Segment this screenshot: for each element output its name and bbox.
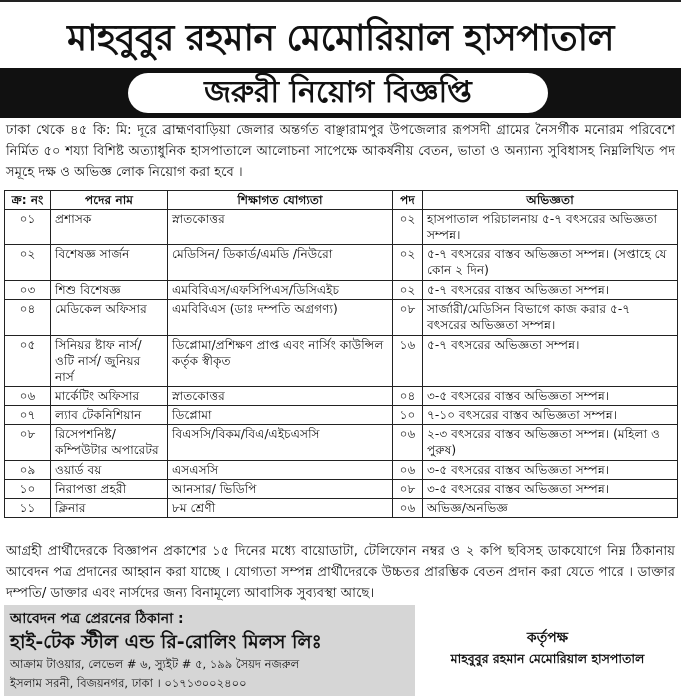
- cell-post: ল্যাব টেকনিশিয়ান: [51, 406, 168, 425]
- header-count: পদ: [393, 191, 423, 210]
- cell-count: ০২: [393, 281, 423, 300]
- cell-post: ক্লিনার: [51, 499, 168, 518]
- address-line-1: আক্রাম টাওয়ার, লেভেল # ৬, স্যুইট # ৫, ১৯৯ সৈয়দ নজরুল: [10, 657, 300, 671]
- cell-post: বিশেষজ্ঞ সার্জন: [51, 245, 168, 281]
- cell-experience: ৩-৫ বৎসরের বাস্তব অভিজ্ঞতা সম্পন্ন।: [423, 387, 678, 406]
- cell-count: ১৬: [393, 336, 423, 387]
- header-post: পদের নাম: [51, 191, 168, 210]
- cell-experience: ৩-৫ বৎসরের বাস্তব অভিজ্ঞতা সম্পন্ন।: [423, 461, 678, 480]
- cell-experience: ৫-৭ বৎসরের বাস্তব অভিজ্ঞতা সম্পন্ন। (সপ্তাহে যে কোন ২ দিন): [423, 245, 678, 281]
- intro-paragraph: ঢাকা থেকে ৪৫ কি: মি: দূরে ব্রাহ্মণবাড়িয়া জেলার অন্তর্গত বাঞ্ছারামপুর উপজেলার রূপসদী গ্রামের নৈসর্গীক মনোরম পরিবেশে নির্মিত ৫০ শয্যা বিশিষ্ট অত্যাধুনিক হাসপাতালে আলোচনা সাপেক্ষে আকর্ষনীয় বেতন, ভাতা ও অন্যান্য সুবিধাসহ নিম্নলিখিত পদ সমূহে দক্ষ ও অভিজ্ঞ লোক নিয়োগ করা হবে ।: [6, 123, 675, 180]
- cell-serial: ০৬: [5, 387, 51, 406]
- title-banner: [0, 68, 681, 118]
- cell-post: ওয়ার্ড বয়: [51, 461, 168, 480]
- cell-serial: ০৫: [5, 336, 51, 387]
- authority-label: কর্তৃপক্ষ: [526, 630, 569, 646]
- cell-qualification: এমবিবিএস (ডাঃ দম্পতি অগ্রগণ্য): [168, 300, 393, 336]
- cell-qualification: এমবিবিএস/এফসিপিএস/ডিসিএইচ: [168, 281, 393, 300]
- cell-post: মেডিকেল অফিসার: [51, 300, 168, 336]
- table-row: [5, 499, 678, 518]
- cell-serial: ০৭: [5, 406, 51, 425]
- top-rule: [0, 0, 681, 2]
- company-name: হাই-টেক স্টীল এন্ড রি-রোলিং মিলস লিঃ: [10, 631, 322, 653]
- cell-qualification: স্নাতকোত্তর: [168, 387, 393, 406]
- cell-serial: ০২: [5, 245, 51, 281]
- banner-title: জরুরী নিয়োগ বিজ্ঞপ্তি: [128, 73, 548, 113]
- closing-paragraph: আগ্রহী প্রার্থীদেরকে বিজ্ঞাপন প্রকাশের ১৫ দিনের মধ্যে বায়োডাটা, টেলিফোন নম্বর ও ২ কপি ছবিসহ ডাকযোগে নিম্ন ঠিকানায় আবেদন পত্র প্রদানের আহ্বান করা যাচ্ছে । যোগ্যতা সম্পন্ন প্রার্থীদেরকে উচ্চতর প্রারম্ভিক বেতন প্রদান করা যেতে পারে । ডাক্তার দম্পতি/ ডাক্তার এবং নার্সদের জন্য বিনামূল্যে আবাসিক সুব্যবস্থা আছে।: [6, 544, 675, 601]
- cell-serial: ০৮: [5, 425, 51, 461]
- cell-post: রিসেপশনিষ্ট/ কম্পিউটার অপারেটর: [51, 425, 168, 461]
- cell-post: মার্কেটিং অফিসার: [51, 387, 168, 406]
- hospital-name: মাহবুবুর রহমান মেমোরিয়াল হাসপাতাল: [67, 18, 614, 59]
- cell-serial: ১০: [5, 480, 51, 499]
- header-experience: অভিজ্ঞতা: [423, 191, 678, 210]
- cell-post: নিরাপত্তা প্রহরী: [51, 480, 168, 499]
- cell-qualification: ৮ম শ্রেণী: [168, 499, 393, 518]
- table-row: [5, 387, 678, 406]
- table-row: [5, 210, 678, 245]
- cell-qualification: ডিপ্লোমা/প্রশিক্ষণ প্রাপ্ত এবং নার্সিং কাউন্সিল কর্তৃক স্বীকৃত: [168, 336, 393, 387]
- vacancy-table: [4, 190, 678, 518]
- cell-count: ০২: [393, 210, 423, 245]
- cell-count: ০৮: [393, 480, 423, 499]
- cell-serial: ১১: [5, 499, 51, 518]
- table-row: [5, 300, 678, 336]
- cell-qualification: বিএসসি/বিকম/বিএ/এইচএসসি: [168, 425, 393, 461]
- authority-name: মাহবুবুর রহমান মেমোরিয়াল হাসপাতাল: [450, 651, 645, 666]
- cell-serial: ০৩: [5, 281, 51, 300]
- cell-experience: ৫-৭ বৎসরের বাস্তব অভিজ্ঞতা সম্পন্ন।: [423, 281, 678, 300]
- cell-experience: হাসপাতাল পরিচালনায় ৫-৭ বৎসরের অভিজ্ঞতা সম্পন্ন।: [423, 210, 678, 245]
- table-row: [5, 480, 678, 499]
- cell-qualification: আনসার/ ভিডিপি: [168, 480, 393, 499]
- table-row: [5, 425, 678, 461]
- address-heading: আবেদন পত্র প্রেরনের ঠিকানা :: [10, 611, 184, 627]
- cell-count: ১০: [393, 406, 423, 425]
- cell-post: সিনিয়র ষ্টাফ নার্স/ ওটি নার্স/ জুনিয়র নার্স: [51, 336, 168, 387]
- cell-experience: ৩-৫ বৎসরের বাস্তব অভিজ্ঞতা সম্পন্ন।: [423, 480, 678, 499]
- cell-post: প্রশাসক: [51, 210, 168, 245]
- cell-experience: অভিজ্ঞ/অনভিজ্ঞ: [423, 499, 678, 518]
- table-row: [5, 336, 678, 387]
- table-row: [5, 245, 678, 281]
- authority-block: [418, 605, 677, 696]
- cell-count: ০৬: [393, 499, 423, 518]
- table-header-row: [5, 191, 678, 210]
- cell-count: ০৪: [393, 387, 423, 406]
- cell-count: ০৮: [393, 300, 423, 336]
- table-row: [5, 461, 678, 480]
- cell-serial: ০৪: [5, 300, 51, 336]
- cell-serial: ০১: [5, 210, 51, 245]
- cell-qualification: স্নাতকোত্তর: [168, 210, 393, 245]
- cell-qualification: মেডিসিন/ ডিকার্ড/এমডি /নিউরো: [168, 245, 393, 281]
- cell-qualification: ডিপ্লোমা: [168, 406, 393, 425]
- cell-count: ০৬: [393, 425, 423, 461]
- cell-qualification: এসএসসি: [168, 461, 393, 480]
- header-serial: ক্র: নং: [5, 191, 51, 210]
- cell-experience: ৫-৭ বৎসরের অভিজ্ঞতা সম্পন্ন।: [423, 336, 678, 387]
- address-line-2: ইসলাম সরনী, বিজয়নগর, ঢাকা । ০১৭১৩০০২৪০০: [10, 676, 247, 690]
- cell-post: শিশু বিশেষজ্ঞ: [51, 281, 168, 300]
- application-address-box: [4, 605, 415, 696]
- cell-count: ০৬: [393, 461, 423, 480]
- cell-serial: ০৯: [5, 461, 51, 480]
- cell-experience: ৭-১০ বৎসরের বাস্তব অভিজ্ঞতা সম্পন্ন।: [423, 406, 678, 425]
- cell-experience: সার্জারী/মেডিসিন বিভাগে কাজ করার ৫-৭ বৎসরের অভিজ্ঞতা সম্পন্ন।: [423, 300, 678, 336]
- cell-experience: ২-৩ বৎসরের বাস্তব অভিজ্ঞতা সম্পন্ন। (মহিলা ও পুরুষ): [423, 425, 678, 461]
- cell-count: ০২: [393, 245, 423, 281]
- table-row: [5, 281, 678, 300]
- header-qualification: শিক্ষাগত যোগ্যতা: [168, 191, 393, 210]
- table-row: [5, 406, 678, 425]
